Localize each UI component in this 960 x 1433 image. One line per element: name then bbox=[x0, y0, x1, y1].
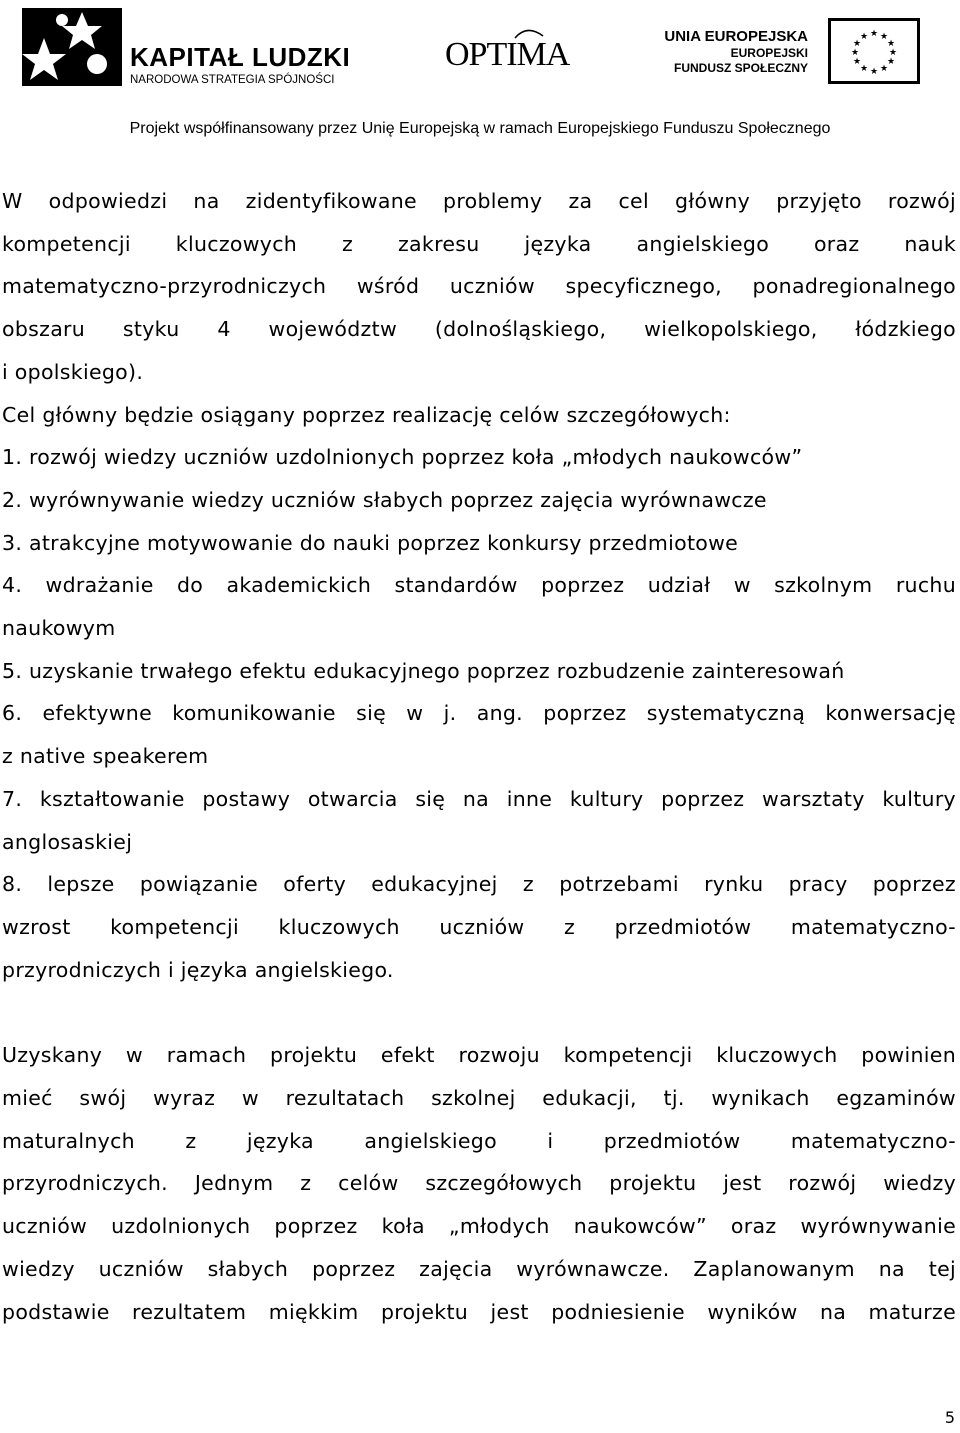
summary-line-1: Uzyskany w ramach projektu efekt rozwoju kompetencji kluczowych powinien bbox=[2, 1043, 956, 1068]
goal-item-4-line-2: naukowym bbox=[2, 616, 116, 641]
intro-line-3: matematyczno-przyrodniczych wśród uczniów specyficznego, ponadregionalnego bbox=[2, 274, 956, 299]
summary-line-7: podstawie rezultatem miękkim projektu jest podniesienie wyników na maturze bbox=[2, 1299, 956, 1324]
goal-item-8-line-1: 8. lepsze powiązanie oferty edukacyjnej z potrzebami rynku pracy poprzez bbox=[2, 872, 956, 897]
goal-item-6-line-2: z native speakerem bbox=[2, 744, 209, 769]
intro-line-4: obszaru styku 4 województw (dolnośląskiego, wielkopolskiego, łódzkiego bbox=[2, 317, 956, 342]
svg-text:★: ★ bbox=[888, 48, 898, 58]
goal-item-7-line-2: anglosaskiej bbox=[2, 829, 133, 854]
document-body bbox=[2, 180, 956, 1333]
kapital-ludzki-title: KAPITAŁ LUDZKI bbox=[130, 42, 351, 72]
summary-line-4: przyrodniczych. Jednym z celów szczegółowych projektu jest rozwój wiedzy bbox=[2, 1171, 956, 1196]
goal-item-2: 2. wyrównywanie wiedzy uczniów słabych poprzez zajęcia wyrównawcze bbox=[2, 487, 767, 512]
svg-text:★: ★ bbox=[850, 48, 860, 58]
eu-line-3: FUNDUSZ SPOŁECZNY bbox=[673, 61, 808, 75]
kapital-ludzki-star-icon bbox=[22, 8, 122, 86]
goal-item-8-line-2: wzrost kompetencji kluczowych uczniów z przedmiotów matematyczno- bbox=[2, 914, 956, 939]
goal-item-3: 3. atrakcyjne motywowanie do nauki poprzez konkursy przedmiotowe bbox=[2, 530, 739, 555]
project-cofinancing-line: Projekt współfinansowany przez Unię Europejską w ramach Europejskiego Funduszu Społecznego bbox=[129, 120, 831, 137]
eu-line-2: EUROPEJSKI bbox=[730, 46, 808, 60]
page-header bbox=[0, 0, 960, 150]
intro-line-1: W odpowiedzi na zidentyfikowane problemy za cel główny przyjęto rozwój bbox=[2, 189, 956, 213]
svg-text:★: ★ bbox=[869, 29, 879, 39]
svg-text:★: ★ bbox=[859, 32, 869, 42]
goal-item-4-line-1: 4. wdrażanie do akademickich standardów poprzez udział w szkolnym ruchu bbox=[2, 573, 956, 598]
svg-text:★: ★ bbox=[859, 64, 869, 74]
eu-logo-text bbox=[664, 28, 808, 76]
svg-text:★: ★ bbox=[879, 64, 889, 74]
optima-logo bbox=[445, 26, 570, 76]
paragraph-gap bbox=[2, 991, 956, 1034]
svg-text:★: ★ bbox=[852, 57, 862, 67]
eu-flag-icon bbox=[828, 18, 920, 84]
page-number: 5 bbox=[944, 1408, 955, 1427]
goal-intro: Cel główny będzie osiągany poprzez realizację celów szczegółowych: bbox=[2, 402, 731, 427]
eu-line-1: UNIA EUROPEJSKA bbox=[664, 28, 808, 45]
summary-line-6: wiedzy uczniów słabych poprzez zajęcia wyrównawcze. Zaplanowanym na tej bbox=[2, 1256, 956, 1281]
svg-text:★: ★ bbox=[852, 39, 862, 49]
summary-line-2: mieć swój wyraz w rezultatach szkolnej edukacji, tj. wynikach egzaminów bbox=[2, 1086, 956, 1111]
goal-item-5: 5. uzyskanie trwałego efektu edukacyjnego poprzez rozbudzenie zainteresowań bbox=[2, 658, 845, 683]
goal-item-1: 1. rozwój wiedzy uczniów uzdolnionych poprzez koła „młodych naukowców” bbox=[2, 445, 803, 470]
intro-line-2: kompetencji kluczowych z zakresu języka angielskiego oraz nauk bbox=[2, 231, 956, 256]
eu-logo bbox=[660, 18, 920, 88]
svg-text:★: ★ bbox=[886, 57, 896, 67]
goal-item-7-line-1: 7. kształtowanie postawy otwarcia się na inne kultury poprzez warsztaty kultury bbox=[2, 786, 956, 811]
kapital-ludzki-subtitle: NARODOWA STRATEGIA SPÓJNOŚCI bbox=[130, 74, 335, 86]
kapital-ludzki-logo bbox=[22, 8, 352, 88]
goal-item-6-line-1: 6. efektywne komunikowanie się w j. ang. poprzez systematyczną konwersację bbox=[2, 701, 956, 726]
svg-text:★: ★ bbox=[886, 39, 896, 49]
svg-text:★: ★ bbox=[869, 67, 879, 77]
intro-line-5: i opolskiego). bbox=[2, 359, 144, 384]
summary-line-3: maturalnych z języka angielskiego i przedmiotów matematyczno- bbox=[2, 1128, 956, 1153]
summary-line-5: uczniów uzdolnionych poprzez koła „młodych naukowców” oraz wyrównywanie bbox=[2, 1214, 956, 1239]
svg-text:★: ★ bbox=[879, 32, 889, 42]
optima-text: OPTIMA bbox=[445, 36, 570, 73]
goal-item-8-line-3: przyrodniczych i języka angielskiego. bbox=[2, 957, 394, 982]
